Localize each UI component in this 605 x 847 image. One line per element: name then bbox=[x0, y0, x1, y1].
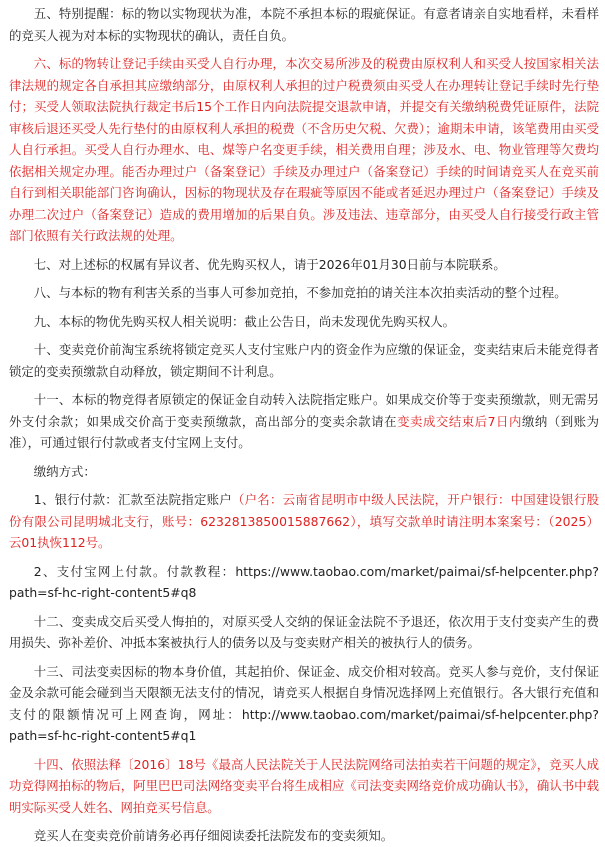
payment-methods-title: 缴纳方式： bbox=[33, 463, 96, 479]
clause-6: 六、标的物转让登记手续由买受人自行办理，本次交易所涉及的税费由原权利人和买受人按国家相关法律法规的规定各自承担其应缴纳部分，由原权利人承担的过户税费须由买受人在办理转让登记手续时先行垫付；买受人领取法院执行裁定书后15个工作日内向法院提交退款申请，并提交有关缴纳税费凭证原件，法院审核后退还买受人先行垫付的由原权利人承担的税费（不含历史欠税、欠费）；逾期未申请，该笔费用由买受人自行承担。买受人自行办理水、电、煤等户名变更手续，相关费用自理；涉及水、电、物业管理等欠费均依据相关规定办理。能否办理过户（备案登记）手续及办理过户（备案登记）手续的时间请竞买人在竞买前自行到相关职能部门咨询确认，因标的物现状及存在瑕疵等原因不能或者延迟办理过户（备案登记）手续及办理二次过户（备案登记）造成的费用增加的后果自负。涉及违法、违章部分，由买受人自行接受行政主管部门依照有关行政法规的处理。 bbox=[9, 56, 599, 243]
clause-11 bbox=[9, 389, 599, 454]
payment-bank-account: （户名：云南省昆明市中级人民法院，开户银行：中国建设银行股份有限公司昆明城北支行，账号：6232813850015887662），填写交款单时请注明本案案号：（2025）云01执恢112号。 bbox=[9, 492, 599, 550]
clause-5: 五、特别提醒：标的物以实物现状为准，本院不承担本标的瑕疵保证。有意者请亲自实地看样，未看样的竞买人视为对本标的实物现状的确认，责任自负。 bbox=[9, 6, 599, 43]
payment-bank-label: 1、银行付款：汇款至法院指定账户 bbox=[33, 492, 232, 507]
payment-bank bbox=[9, 489, 599, 554]
clause-14: 十四、依照法释〔2016〕18号《最高人民法院关于人民法院网络司法拍卖若干问题的规定》，竞买人成功竞得网拍标的物后，阿里巴巴司法网络变卖平台将生成相应《司法变卖网络竞价成功确认书》，确认书中载明实际买受人姓名、网拍竞买号信息。 bbox=[9, 756, 599, 815]
clause-13: 十三、司法变卖因标的物本身价值，其起拍价、保证金、成交价相对较高。竞买人参与竞价，支付保证金及余款可能会碰到当天限额无法支付的情况，请竞买人根据自身情况选择网上充值银行。各大银行充值和支付的限额情况可上网查询，网址：http://www.taobao.com/market/paimai/sf-helpcenter.php?path=sf-hc-right-content5#q1 bbox=[9, 663, 599, 743]
clause-11-tail: 缴纳（到账为准），可通过银行付款或者支付宝网上支付。 bbox=[9, 413, 600, 450]
clause-10: 十、变卖竞价前淘宝系统将锁定竞买人支付宝账户内的资金作为应缴的保证金，变卖结束后未能竞得者锁定的变卖预缴款自动释放，锁定期间不计利息。 bbox=[9, 342, 599, 379]
clause-11-text: 十一、本标的物竞得者原锁定的保证金自动转入法院指定账户。如果成交价等于变卖预缴款，则无需另外支付余款；如果成交价高于变卖预缴款，高出部分的变卖余款请在 bbox=[9, 392, 599, 429]
clause-9: 九、本标的物优先购买权人相关说明：截止公告日，尚未发现优先购买权人。 bbox=[33, 313, 456, 329]
clause-7-text: 七、对上述标的权属有异议者、优先购买权人，请于 bbox=[33, 256, 319, 272]
clause-12: 十二、变卖成交后买受人悔拍的，对原买受人交纳的保证金法院不予退还，依次用于支付变卖产生的费用损失、弥补差价、冲抵本案被执行人的债务以及与变卖财产相关的被执行人的债务。 bbox=[9, 613, 599, 650]
clause-8: 八、与本标的物有利害关系的当事人可参加竞拍，不参加竞拍的请关注本次拍卖活动的整个过程。 bbox=[33, 285, 567, 300]
clause-11-deadline: 变卖成交结束后7日内 bbox=[397, 413, 522, 429]
clause-7-deadline: 2026年01月30日 bbox=[318, 256, 420, 272]
payment-alipay: 2、支付宝网上付款。付款教程：https://www.taobao.com/market/paimai/sf-helpcenter.php?path=sf-hc-right-content5#q8 bbox=[9, 563, 599, 600]
closing-note: 竞买人在变卖竞价前请务必再仔细阅读委托法院发布的变卖须知。 bbox=[33, 828, 394, 843]
clause-7 bbox=[9, 254, 599, 276]
clause-7-tail: 前与本院联系。 bbox=[419, 256, 506, 272]
